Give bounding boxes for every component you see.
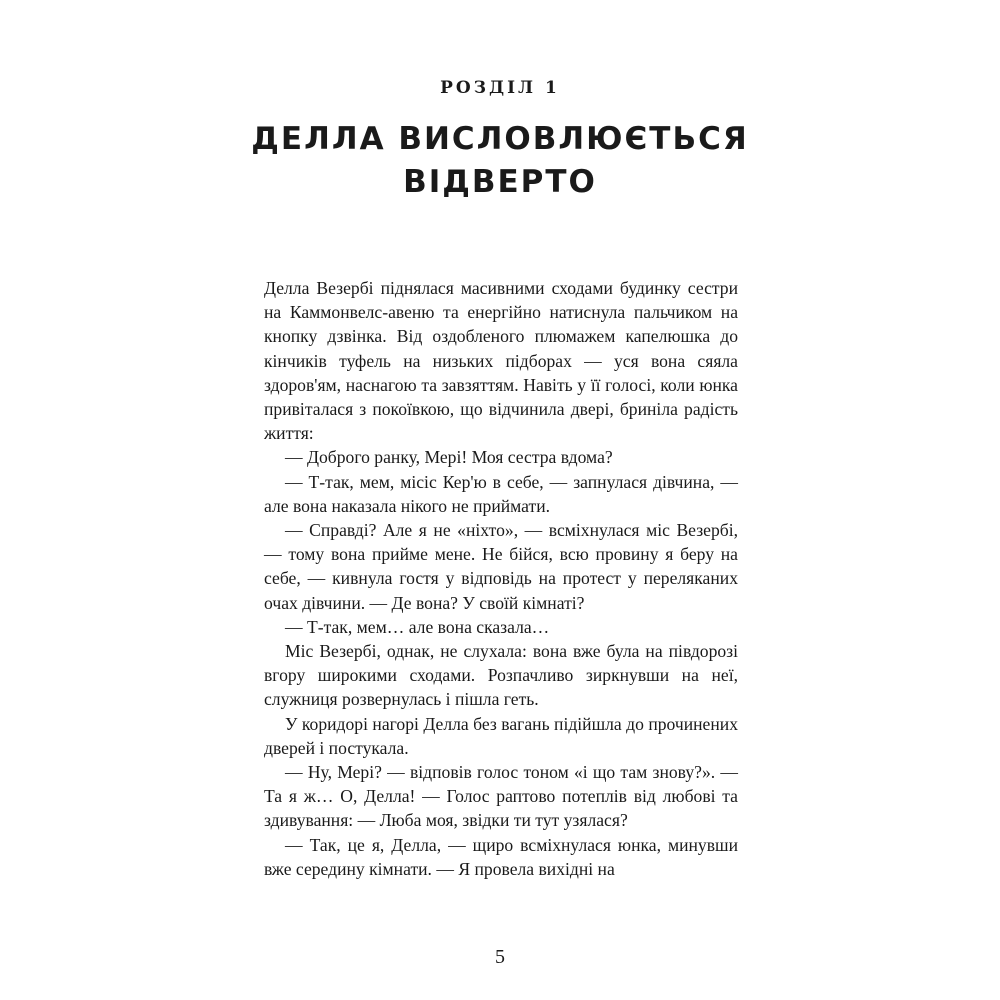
- paragraph: У коридорі нагорі Делла без вагань підійшла до прочинених дверей і постукала.: [264, 713, 738, 758]
- paragraph: — Т-так, мем, місіс Кер'ю в себе, — запнулася дівчина, — але вона наказала нікого не приймати.: [264, 471, 738, 516]
- body-text: [264, 276, 738, 881]
- chapter-title-line-2: ВІДВЕРТО: [403, 164, 597, 200]
- paragraph: — Справді? Але я не «ніхто», — всміхнулася міс Везербі, — тому вона прийме мене. Не бійся, всю провину я беру на себе, — кивнула гостя у відповідь на протест у переляканих очах дівчини. — Де вона? У своїй кімнаті?: [264, 520, 738, 613]
- page-number: 5: [495, 946, 505, 968]
- paragraph: — Так, це я, Делла, — щиро всміхнулася юнка, минувши вже середину кімнати. — Я провела вихідні на: [264, 834, 738, 879]
- chapter-title: [0, 118, 1000, 204]
- chapter-label: РОЗДІЛ 1: [440, 78, 560, 98]
- paragraph: Делла Везербі піднялася масивними сходами будинку сестри на Каммонвелс-авеню та енергійно натиснула пальчиком на кнопку дзвінка. Від оздобленого плюмажем капелюшка до кінчиків туфель на низьких підборах — уся вона сяяла здоров'ям, наснагою та завзяттям. Навіть у її голосі, коли юнка привіталася з покоївкою, що відчинила двері, бриніла радість життя:: [264, 278, 738, 444]
- paragraph: — Т-так, мем… але вона сказала…: [285, 616, 550, 637]
- chapter-title-line-1: ДЕЛЛА ВИСЛОВЛЮЄТЬСЯ: [251, 121, 749, 157]
- paragraph: — Ну, Мері? — відповів голос тоном «і що там знову?». — Та я ж… О, Делла! — Голос раптово потеплів від любові та здивування: — Люба моя, звідки ти тут узялася?: [264, 762, 738, 831]
- paragraph: Міс Везербі, однак, не слухала: вона вже була на півдорозі вгору широкими сходами. Розпачливо зиркнувши на неї, служниця розвернулась і пішла геть.: [264, 641, 738, 710]
- paragraph: — Доброго ранку, Мері! Моя сестра вдома?: [285, 447, 613, 468]
